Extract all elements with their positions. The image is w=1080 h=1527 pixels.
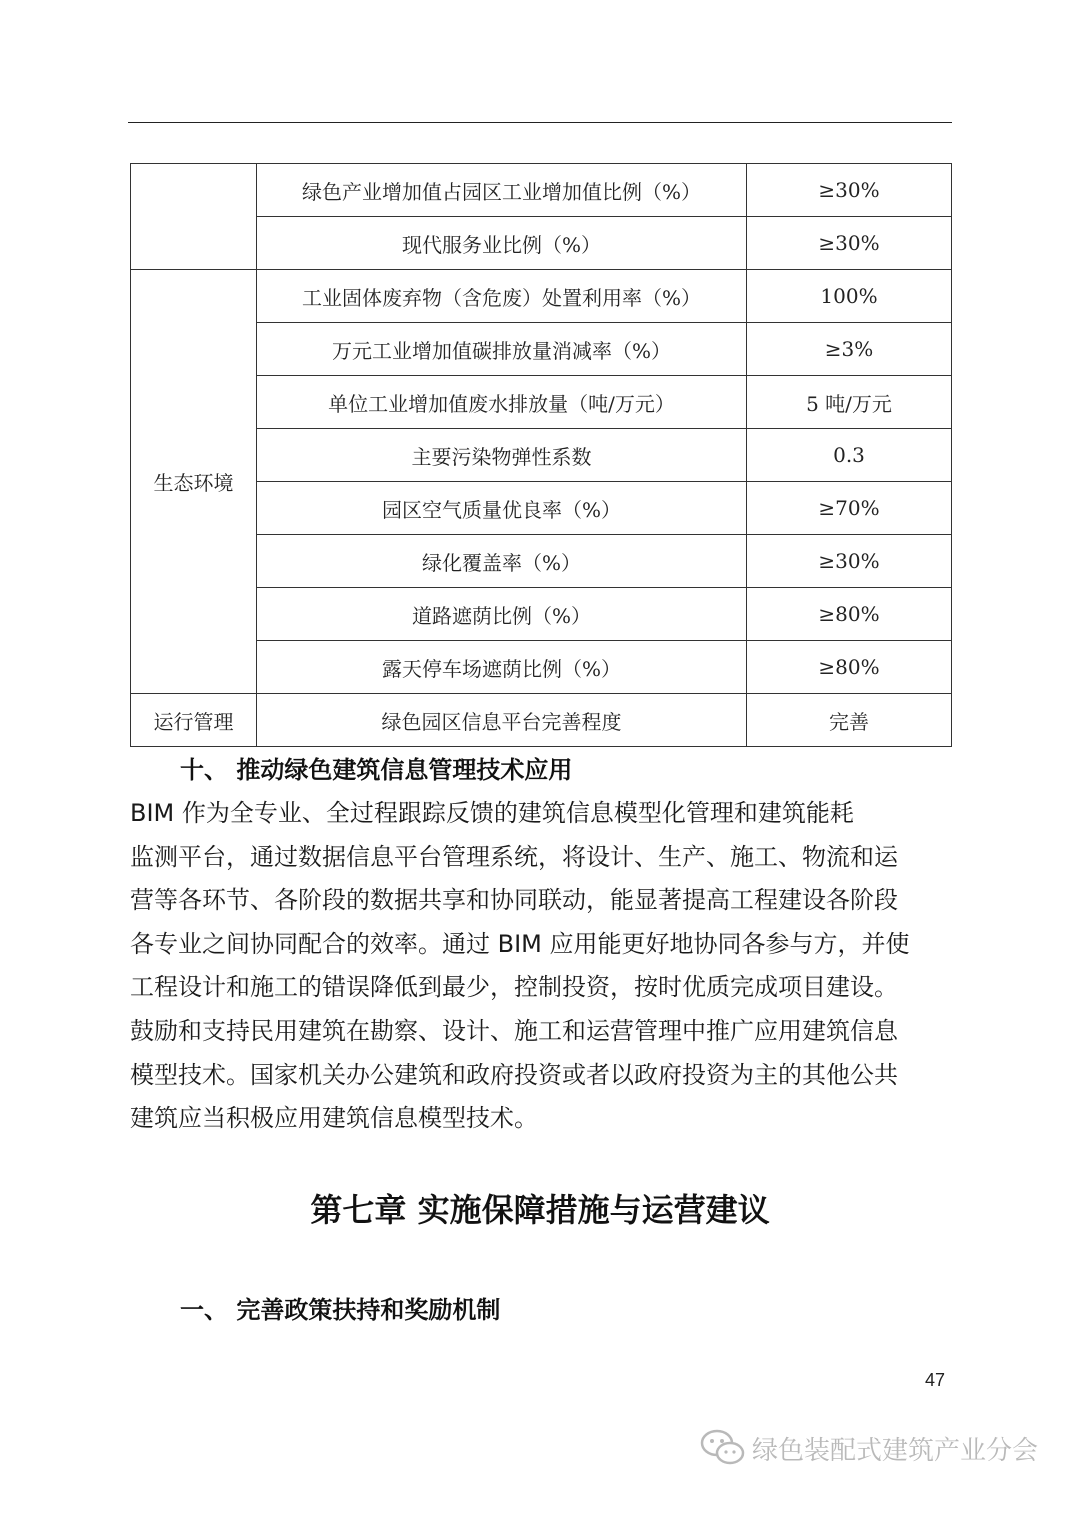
- paragraph-line: 模型技术。国家机关办公建筑和政府投资或者以政府投资为主的其他公共: [130, 1060, 898, 1089]
- target-cell: ≥80%: [747, 588, 952, 641]
- wechat-icon: [700, 1428, 746, 1468]
- indicator-cell: 工业固体废弃物（含危废）处置利用率（%）: [257, 270, 747, 323]
- table-row: [131, 164, 952, 217]
- category-cell: 生态环境: [131, 270, 257, 694]
- indicator-cell: 园区空气质量优良率（%）: [257, 482, 747, 535]
- table-row: [131, 270, 952, 323]
- page-number: 47: [925, 1370, 946, 1390]
- target-cell: ≥30%: [747, 164, 952, 217]
- paragraph-line: 监测平台，通过数据信息平台管理系统，将设计、生产、施工、物流和运: [130, 842, 898, 871]
- indicator-cell: 主要污染物弹性系数: [257, 429, 747, 482]
- paragraph-line: 工程设计和施工的错误降低到最少，控制投资，按时优质完成项目建设。: [130, 973, 898, 1002]
- target-cell: ≥70%: [747, 482, 952, 535]
- indicator-cell: 现代服务业比例（%）: [257, 217, 747, 270]
- section-heading: 十、 推动绿色建筑信息管理技术应用: [180, 756, 573, 784]
- indicator-cell: 万元工业增加值碳排放量消减率（%）: [257, 323, 747, 376]
- section-paragraph: [130, 792, 950, 1141]
- indicator-cell: 绿化覆盖率（%）: [257, 535, 747, 588]
- target-cell: ≥30%: [747, 535, 952, 588]
- target-cell: 5 吨/万元: [747, 376, 952, 429]
- table-row: [131, 694, 952, 747]
- indicator-cell: 单位工业增加值废水排放量（吨/万元）: [257, 376, 747, 429]
- indicator-cell: 绿色产业增加值占园区工业增加值比例（%）: [257, 164, 747, 217]
- paragraph-line: BIM 作为全专业、全过程跟踪反馈的建筑信息模型化管理和建筑能耗: [130, 799, 854, 827]
- target-cell: 0.3: [747, 429, 952, 482]
- subsection-heading: 一、 完善政策扶持和奖励机制: [180, 1296, 501, 1324]
- chapter-title: 第七章 实施保障措施与运营建议: [310, 1191, 770, 1229]
- category-cell: [131, 164, 257, 270]
- target-cell: ≥80%: [747, 641, 952, 694]
- target-cell: ≥30%: [747, 217, 952, 270]
- footer-account-name: 绿色装配式建筑产业分会: [752, 1435, 1039, 1466]
- footer-watermark: [700, 1428, 1038, 1468]
- indicator-cell: 道路遮荫比例（%）: [257, 588, 747, 641]
- category-cell: 运行管理: [131, 694, 257, 747]
- paragraph-line: 各专业之间协同配合的效率。通过 BIM 应用能更好地协同各参与方，并使: [130, 929, 910, 958]
- indicator-table: [130, 163, 952, 747]
- indicator-cell: 露天停车场遮荫比例（%）: [257, 641, 747, 694]
- paragraph-line: 鼓励和支持民用建筑在勘察、设计、施工和运营管理中推广应用建筑信息: [130, 1016, 898, 1045]
- target-cell: 完善: [747, 694, 952, 747]
- target-cell: ≥3%: [747, 323, 952, 376]
- paragraph-line: 营等各环节、各阶段的数据共享和协同联动，能显著提高工程建设各阶段: [130, 886, 898, 915]
- indicator-cell: 绿色园区信息平台完善程度: [257, 694, 747, 747]
- target-cell: 100%: [747, 270, 952, 323]
- paragraph-line: 建筑应当积极应用建筑信息模型技术。: [130, 1104, 538, 1133]
- header-rule: [128, 122, 952, 123]
